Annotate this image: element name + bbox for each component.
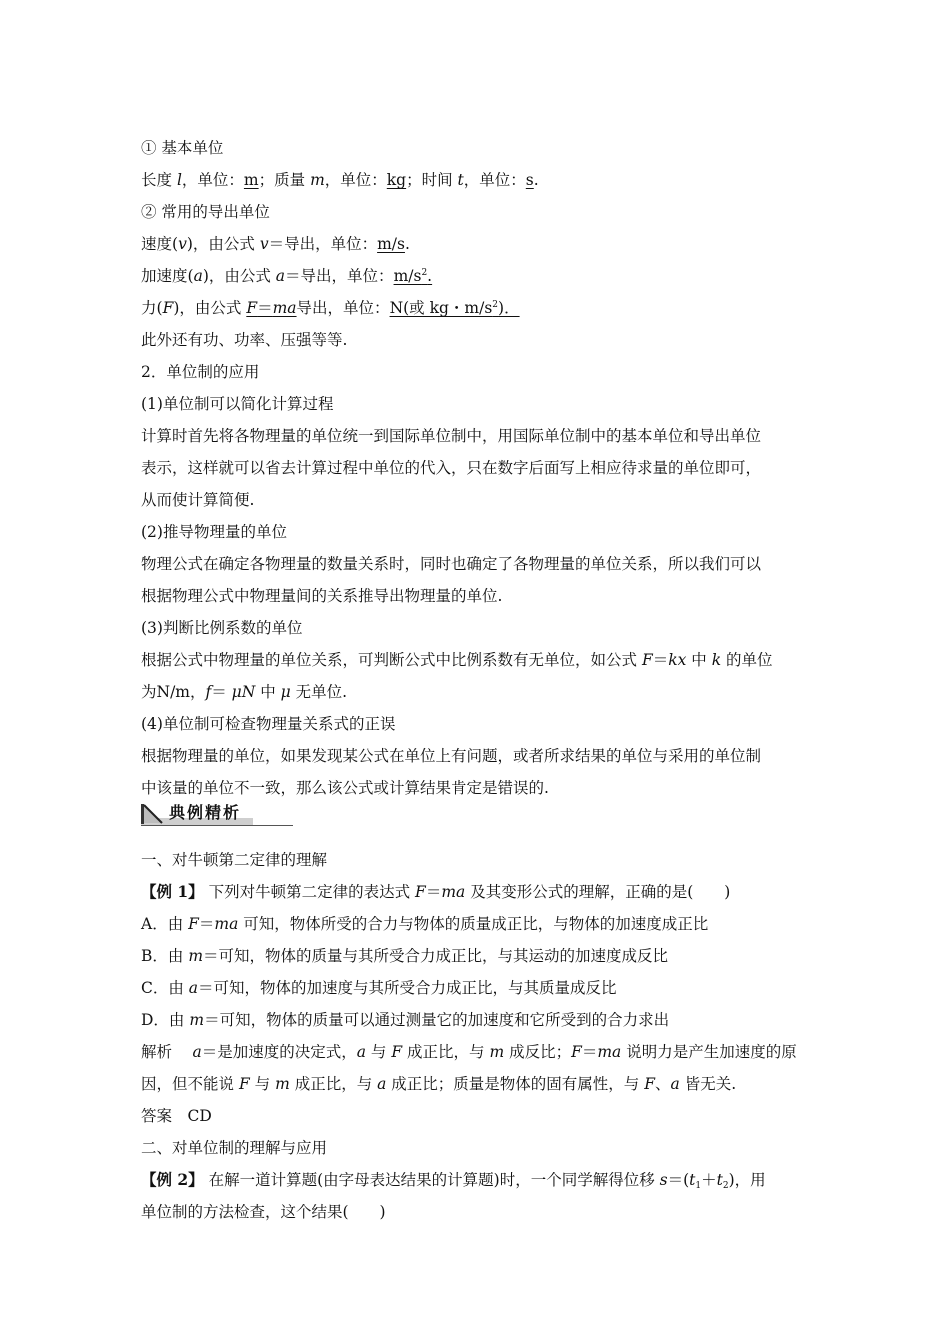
basic-units-heading: ① 基本单位 bbox=[141, 139, 224, 157]
point-2-text-line: 根据物理公式中物理量间的关系推导出物理量的单位. bbox=[141, 587, 503, 605]
point-1-heading: (1)单位制可以简化计算过程 bbox=[141, 395, 334, 413]
section-rule bbox=[141, 825, 293, 826]
point-4-heading: (4)单位制可检查物理量关系式的正误 bbox=[141, 715, 396, 733]
example-1-question: 【例 1】 下列对牛顿第二定律的表达式 F＝ma 及其变形公式的理解，正确的是( ) bbox=[141, 882, 731, 901]
analysis-line: 解析 a＝是加速度的决定式，a 与 F 成正比，与 m 成反比；F＝ma 说明力是产生加速度的原 bbox=[141, 1043, 797, 1061]
option-c: C．由 a＝可知，物体的加速度与其所受合力成正比，与其质量成反比 bbox=[141, 979, 617, 997]
point-4-text-line: 中该量的单位不一致，那么该公式或计算结果肯定是错误的. bbox=[141, 779, 549, 797]
example-2-question-cont: 单位制的方法检查，这个结果( ) bbox=[141, 1203, 386, 1221]
topic-1-heading: 一、对牛顿第二定律的理解 bbox=[141, 851, 328, 869]
section-header bbox=[141, 800, 293, 827]
point-2-text-line: 物理公式在确定各物理量的数量关系时，同时也确定了各物理量的单位关系，所以我们可以 bbox=[141, 555, 762, 573]
point-2-heading: (2)推导物理量的单位 bbox=[141, 523, 287, 541]
section-marker-icon bbox=[141, 804, 163, 824]
other-units-line: 此外还有功、功率、压强等等. bbox=[141, 331, 348, 349]
point-3-text-line: 根据公式中物理量的单位关系，可判断公式中比例系数有无单位，如公式 F＝kx 中 k 的单位 bbox=[141, 651, 773, 669]
force-unit-line: 力(F)，由公式 F＝ma导出，单位：N(或 kg・$m/s^2$)． bbox=[141, 299, 520, 317]
option-b: B．由 m＝可知，物体的质量与其所受合力成正比，与其运动的加速度成反比 bbox=[141, 947, 669, 965]
acceleration-unit-line: 加速度(a)，由公式 a＝导出，单位：$m/s^2$. bbox=[141, 267, 433, 285]
point-1-text-line: 从而使计算简便. bbox=[141, 491, 255, 509]
point-3-text-line: 为N/m，f＝ μN 中 μ 无单位. bbox=[141, 683, 348, 701]
derived-units-heading: ② 常用的导出单位 bbox=[141, 203, 270, 221]
application-heading: 2．单位制的应用 bbox=[141, 363, 260, 381]
basic-units-line: 长度 l，单位：m；质量 m，单位：kg；时间 t，单位：s. bbox=[141, 171, 539, 189]
section-title: 典例精析 bbox=[169, 803, 242, 822]
velocity-unit-line: 速度(v)，由公式 v＝导出，单位：m/s. bbox=[141, 235, 410, 253]
option-d: D．由 m＝可知，物体的质量可以通过测量它的加速度和它所受到的合力求出 bbox=[141, 1011, 670, 1029]
point-1-text-line: 表示，这样就可以省去计算过程中单位的代入，只在数字后面写上相应待求量的单位即可， bbox=[141, 459, 762, 477]
point-1-text-line: 计算时首先将各物理量的单位统一到国际单位制中，用国际单位制中的基本单位和导出单位 bbox=[141, 427, 762, 445]
option-a: A．由 F＝ma 可知，物体所受的合力与物体的质量成正比，与物体的加速度成正比 bbox=[141, 915, 709, 933]
analysis-line: 因，但不能说 F 与 m 成正比，与 a 成正比；质量是物体的固有属性，与 F、a 皆无关. bbox=[141, 1075, 737, 1093]
point-4-text-line: 根据物理量的单位，如果发现某公式在单位上有问题，或者所求结果的单位与采用的单位制 bbox=[141, 747, 762, 765]
answer-line: 答案 CD bbox=[141, 1107, 212, 1125]
point-3-heading: (3)判断比例系数的单位 bbox=[141, 619, 303, 637]
topic-2-heading: 二、对单位制的理解与应用 bbox=[141, 1139, 328, 1157]
example-2-question: 【例 2】 在解一道计算题(由字母表达结果的计算题)时，一个同学解得位移 $s=(t_1+t_2)$，用 bbox=[141, 1170, 766, 1191]
